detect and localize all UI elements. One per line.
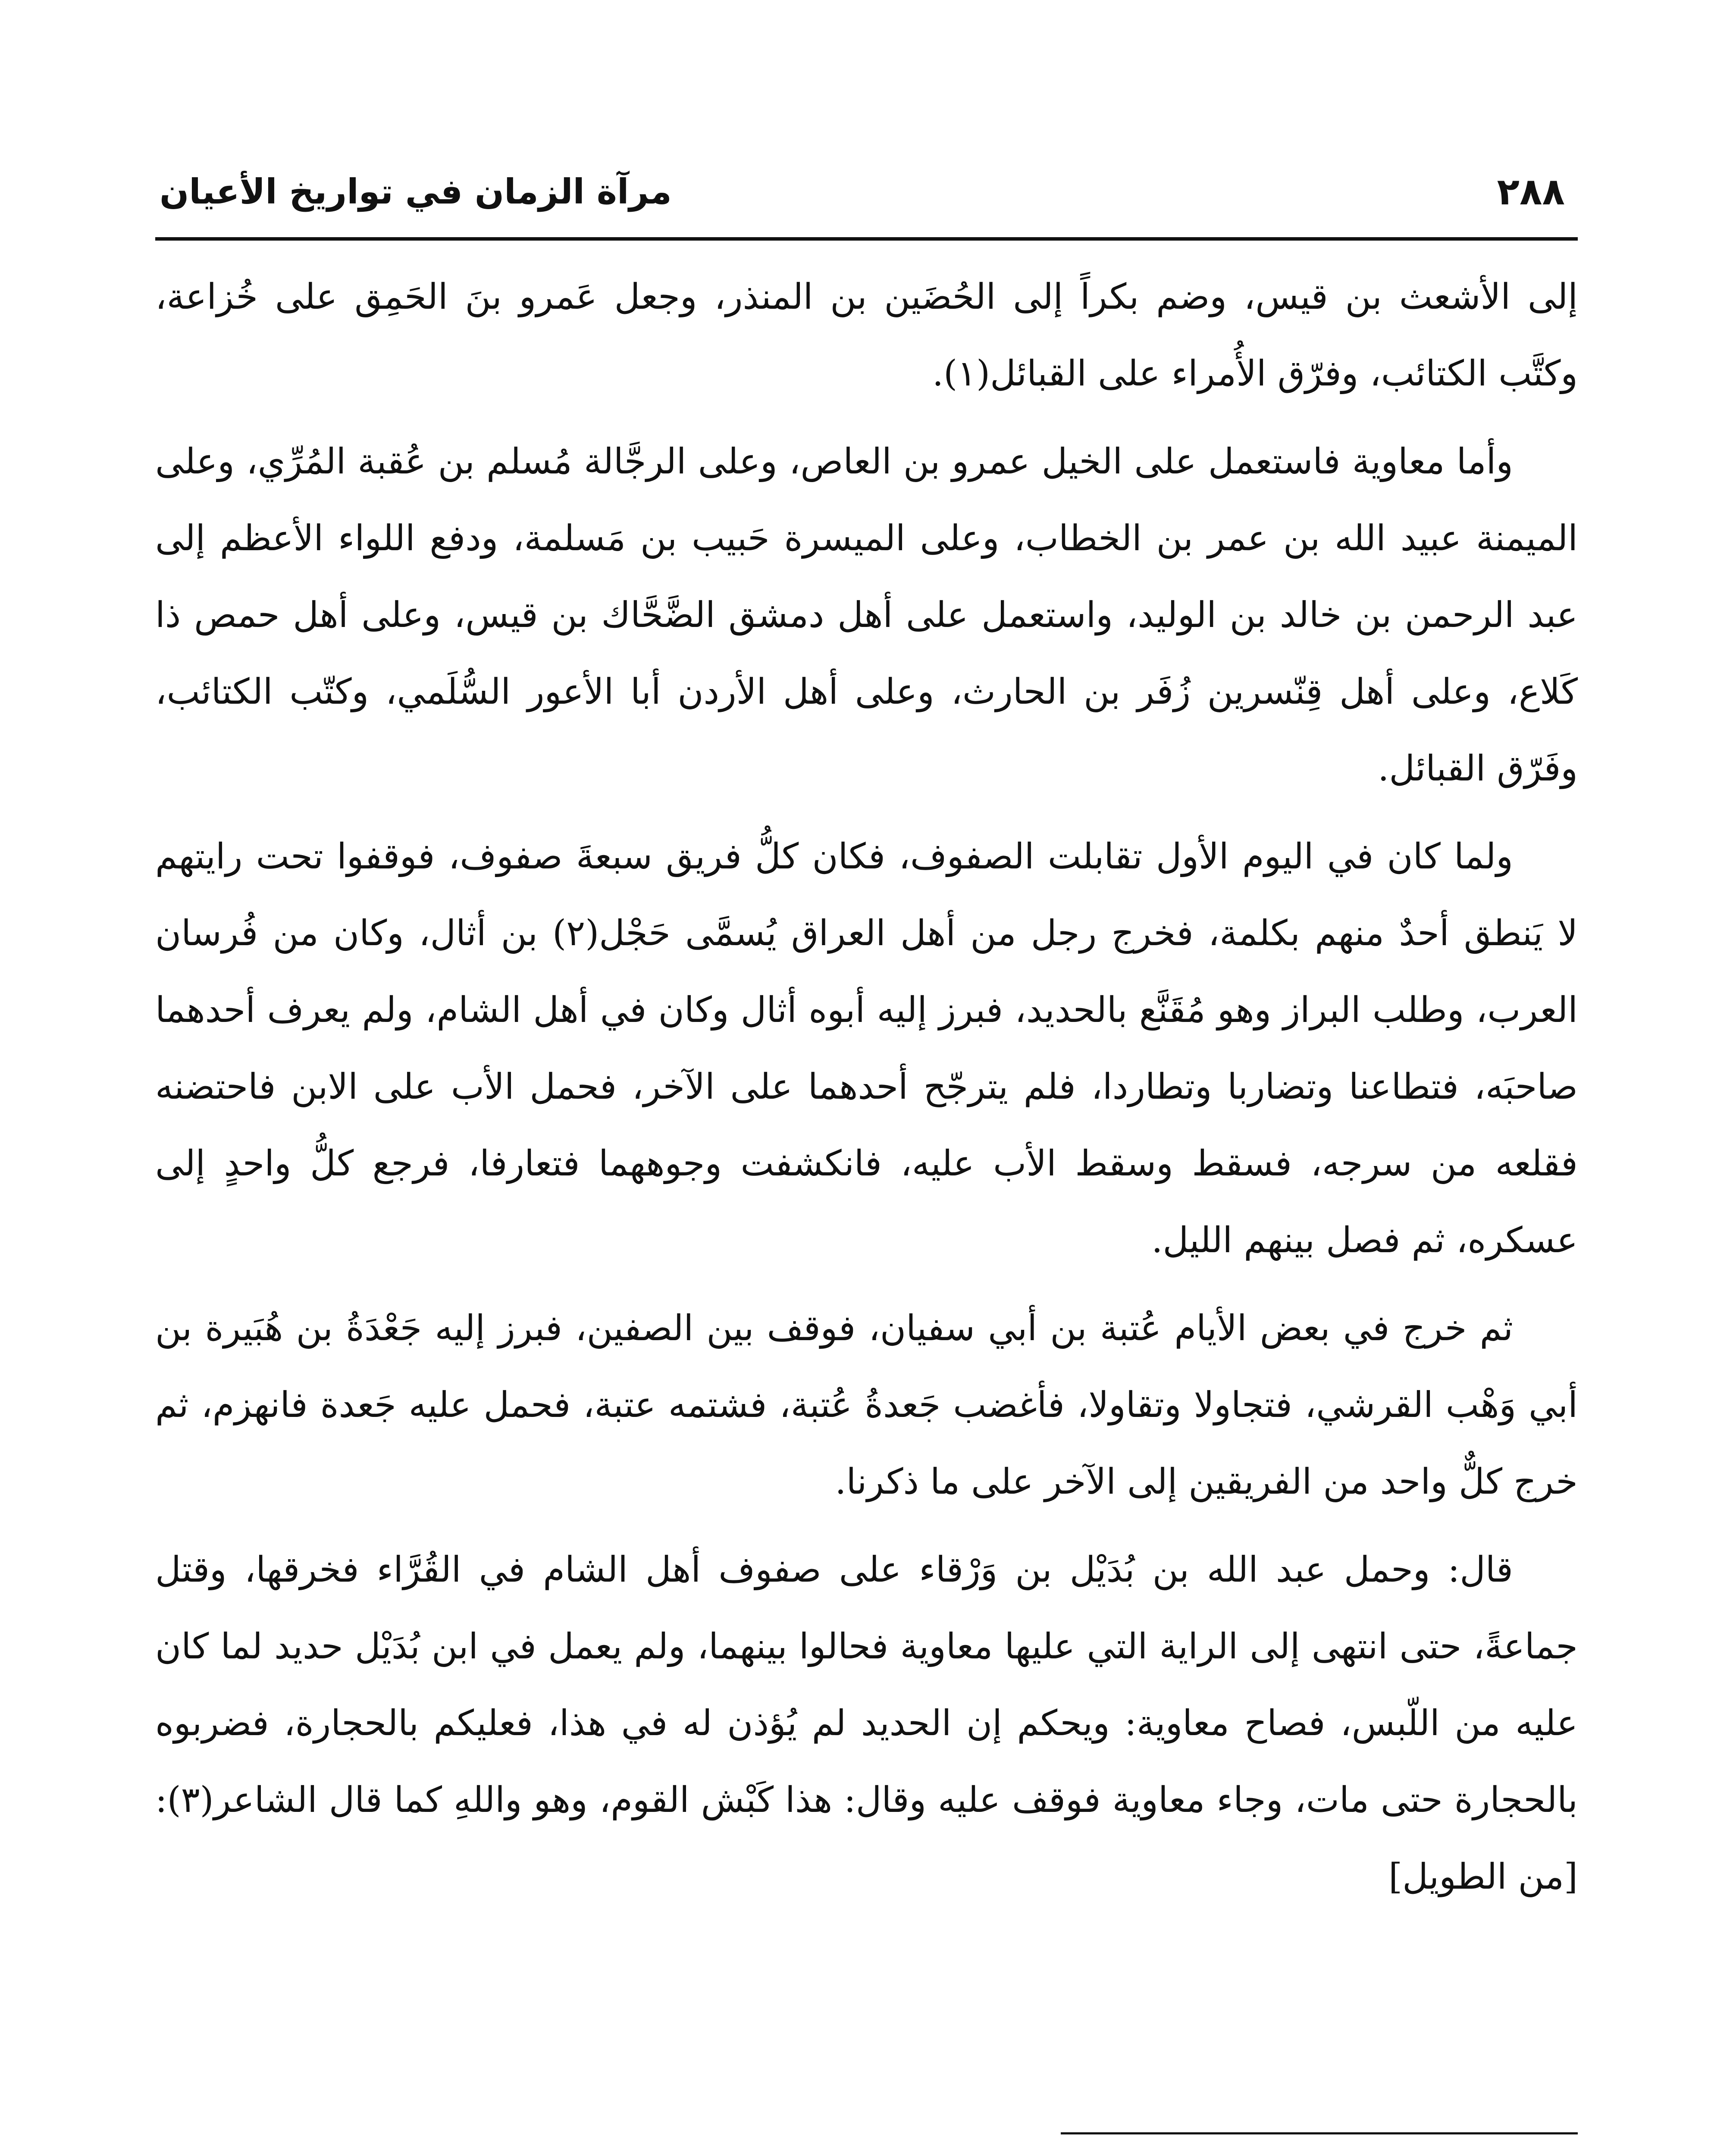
main-text	[155, 259, 1578, 1927]
footnotes	[155, 2150, 1578, 2156]
paragraph-1: إلى الأشعث بن قيس، وضم بكراً إلى الحُضَين بن المنذر، وجعل عَمرو بنَ الحَمِق على خُزاعة، وكتَّب الكتائب، وفرّق الأُمراء على القبائل(١).	[155, 276, 1578, 394]
paragraph-5: قال: وحمل عبد الله بن بُدَيْل بن وَرْقاء على صفوف أهل الشام في القُرَّاء فخرقها، وقتل جماعةً، حتى انتهى إلى الراية التي عليها معاوية فحالوا بينهما، ولم يعمل في ابن بُدَيْل حديد لما كان عليه من اللّبس، فصاح معاوية: ويحكم إن الحديد لم يُؤذن له في هذا، فعليكم بالحجارة، فضربوه بالحجارة حتى مات، وجاء معاوية فوقف عليه وقال: هذا كَبْش القوم، وهو واللهِ كما قال الشاعر(٣): [من الطويل]	[155, 1549, 1578, 1897]
paragraph-2: وأما معاوية فاستعمل على الخيل عمرو بن العاص، وعلى الرجَّالة مُسلم بن عُقبة المُرِّي، وعلى الميمنة عبيد الله بن عمر بن الخطاب، وعلى الميسرة حَبيب بن مَسلمة، ودفع اللواء الأعظم إلى عبد الرحمن بن خالد بن الوليد، واستعمل على أهل دمشق الضَّحَّاك بن قيس، وعلى أهل حمص ذا كَلاع، وعلى أهل قِنّسرين زُفَر بن الحارث، وعلى أهل الأردن أبا الأعور السُّلَمي، وكتّب الكتائب، وفَرّق القبائل.	[155, 441, 1578, 789]
footnote-1	[155, 2150, 1578, 2156]
footnote-separator	[1061, 2132, 1578, 2134]
paragraph-4: ثم خرج في بعض الأيام عُتبة بن أبي سفيان، فوقف بين الصفين، فبرز إليه جَعْدَةُ بن هُبَيرة بن أبي وَهْب القرشي، فتجاولا وتقاولا، فأغضب جَعدةُ عُتبة، فشتمه عتبة، فحمل عليه جَعدة فانهزم، ثم خرج كلٌّ واحد من الفريقين إلى الآخر على ما ذكرنا.	[155, 1308, 1578, 1502]
page-number: ٢٨٨	[1497, 170, 1565, 213]
paragraph-3: ولما كان في اليوم الأول تقابلت الصفوف، فكان كلُّ فريق سبعةَ صفوف، فوقفوا تحت رايتهم لا يَنطق أحدٌ منهم بكلمة، فخرج رجل من أهل العراق يُسمَّى حَجْل(٢) بن أثال، وكان من فُرسان العرب، وطلب البراز وهو مُقَنَّع بالحديد، فبرز إليه أبوه أثال وكان في أهل الشام، ولم يعرف أحدهما صاحبَه، فتطاعنا وتضاربا وتطاردا، فلم يترجّح أحدهما على الآخر، فحمل الأب على الابن فاحتضنه فقلعه من سرجه، فسقط وسقط الأب عليه، فانكشفت وجوههما فتعارفا، فرجع كلُّ واحدٍ إلى عسكره، ثم فصل بينهم الليل.	[155, 836, 1578, 1261]
running-title: مرآة الزمان في تواريخ الأعيان	[160, 172, 672, 212]
header-rule	[155, 237, 1578, 241]
page-header	[155, 160, 1578, 224]
